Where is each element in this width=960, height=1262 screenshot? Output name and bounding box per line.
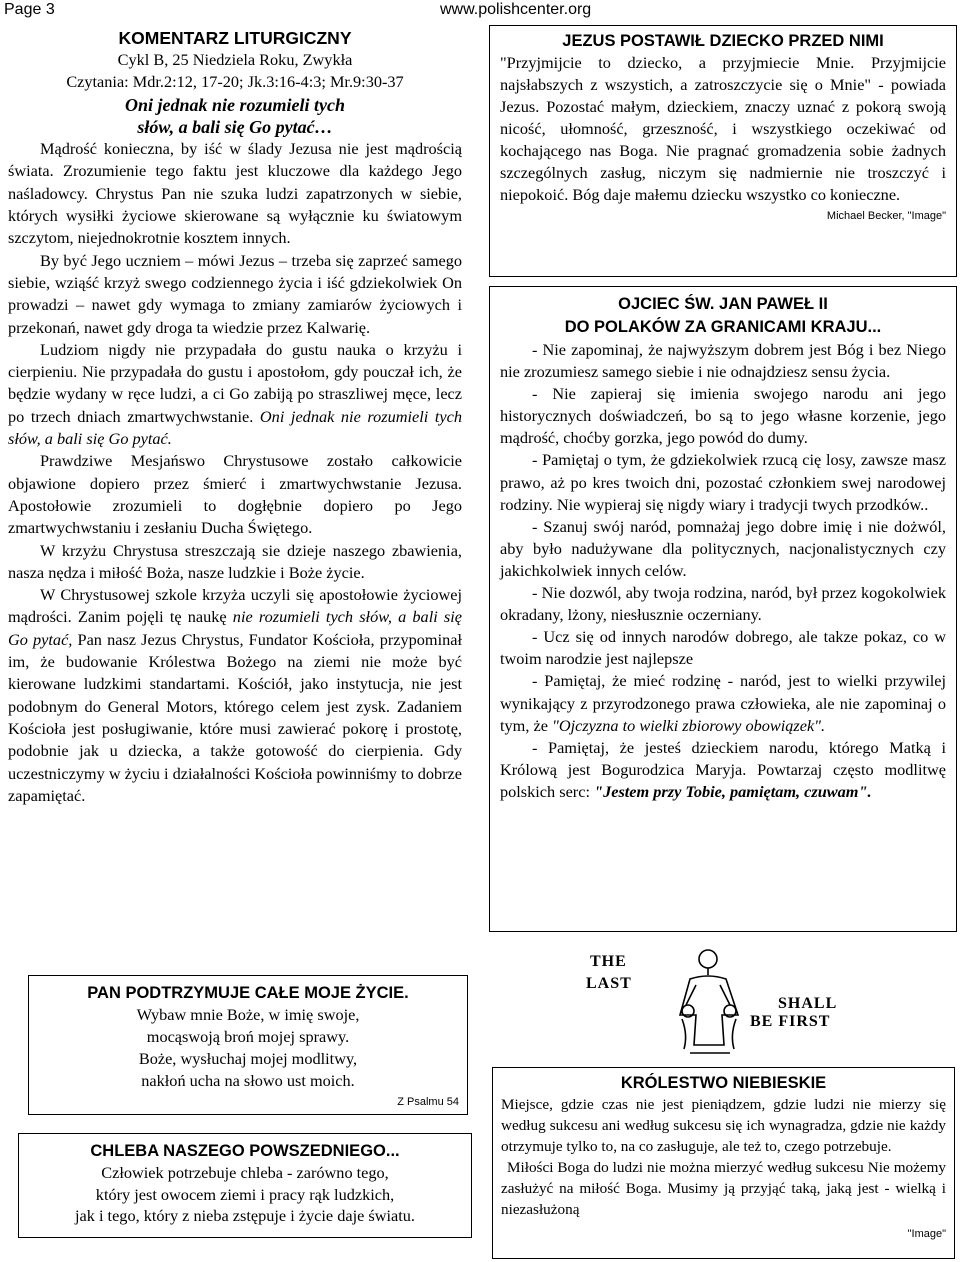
pan-verse: mocąswoją broń mojej sprawy. — [146, 1027, 350, 1046]
jezus-credit: Michael Becker, "Image" — [826, 210, 946, 222]
chleba-box — [18, 1133, 472, 1238]
komentarz-readings: Czytania: Mdr.2:12, 17-20; Jk.3:16-4:3; Mr.9:30-37 — [66, 72, 404, 92]
page-number: Page 3 — [4, 1, 55, 18]
logo-shall: SHALL — [778, 995, 838, 1012]
krolestwo-box — [492, 1067, 955, 1259]
komentarz-section — [8, 27, 462, 807]
komentarz-paragraph: Mądrość konieczna, by iść w ślady Jezusa nie jest mądrością świata. Zrozumienie tego faktu jest kluczowe dla każdego Jego naśladowcy. Chrystus Pan nie szuka ludzi zapatrzonych w siebie, których wysiłki życiowe skierowane są wyłącznie ku światowym szczytom, niejednokrotnie kosztem innych. — [8, 139, 462, 248]
komentarz-text: Pan nasz Jezus Chrystus, Fundator Kościoła, przypominał im, że budowanie Królestwa Bożego na ziemi nie może być kierowane ludzkimi standartami. Kościół, jako instytucja, nie jest podobnym do General Motors, którego celem jest zysk. Zadaniem Kościoła jest posługiwanie, które musi zawierać pokorę i prostotę, podobnie jak u dziecka, a także gotowość do cierpienia. Gdy uczestniczymy w życiu i działalności Kościoła powinniśmy to dobrze zapamiętać. — [8, 629, 462, 805]
logo-be-first: BE FIRST — [750, 1013, 831, 1030]
komentarz-text: Ludziom nigdy nie przypadała do gustu nauka o krzyżu i cierpieniu. Nie przypadała do gustu i apostołom, gdy pouczał ich, że będzie wydany w ręce ludzi, a ci Go zabiją po straszliwej męce, lecz po trzech dniach zmartwychwstanie. — [8, 339, 462, 426]
komentarz-paragraph: Prawdziwe Mesjańswo Chrystusowe zostało całkowicie objawione dopiero przez śmierć i zmartwychwstanie Jezusa. Apostołowie zrozumieli to dogłębnie dopiero po Jego zmartwychwstaniu i zesłaniu Ducha Świętego. — [8, 451, 462, 538]
jezus-box — [489, 25, 957, 277]
ojciec-item: - Nie zapominaj, że najwyższym dobrem jest Bóg i bez Niego nie zrozumiesz samego siebie i nie odnajdziesz sensu życia. — [500, 340, 946, 382]
pan-verse: nakłoń ucha na słowo ust moich. — [141, 1071, 355, 1090]
komentarz-paragraph: W krzyżu Chrystusa streszczają sie dzieje naszego zbawienia, nasza nędza i miłość Boża, nasze ludzkie i Boże życie. — [8, 540, 462, 582]
komentarz-cycle: Cykl B, 25 Niedziela Roku, Zwykła — [117, 50, 353, 69]
krolestwo-credit: "Image" — [907, 1228, 946, 1240]
komentarz-title: KOMENTARZ LITURGICZNY — [118, 28, 352, 48]
jezus-title: JEZUS POSTAWIŁ DZIECKO PRZED NIMI — [562, 32, 884, 50]
last-first-logo — [586, 945, 850, 1060]
jezus-text: "Przyjmijcie to dziecko, a przyjmiecie Mnie. Przyjmijcie najsłabszych z wszystich, a zatroszczycie się o Mnie" - powiada Jezus. Pozostać małym, dzieckiem, znaczy uznać z pokorą swoją nicość, ułomność, grzeszność, i wszystkiego oczekiwać od kochającego nas Boga. Nie pragnać gromadzenia sobie żadnych szczególnych zasług, niczym się nadmiernie nie troszczyć i niepokoić. Bóg daje małemu dziecku wszystko co konieczne. — [500, 53, 946, 204]
pan-verse: Boże, wysłuchaj mojej modlitwy, — [138, 1049, 358, 1068]
ojciec-box — [489, 286, 957, 932]
krolestwo-paragraph: Miejsce, gdzie czas nie jest pieniądzem, gdzie ludzi nie mierzy się według sukcesu ani według sukcesu się ich wynagradza, gdzie nie każdy otrzymuje tylko to, na co zasługuje, ale też to, czego potrzebuje. — [501, 1096, 946, 1155]
chleba-title: CHLEBA NASZEGO POWSZEDNIEGO... — [90, 1142, 400, 1160]
logo-the: THE — [590, 953, 627, 970]
ojciec-item: - Ucz się od innych narodów dobrego, ale takze pokaz, co w twoim narodzie jest najlepsze — [500, 627, 946, 669]
komentarz-italic-text: Oni jednak nie rozumieli tych słów, a bali się Go pytać. — [8, 406, 462, 449]
komentarz-paragraph: By być Jego uczniem – mówi Jezus – trzeba się zaprzeć samego siebie, wziąść krzyż swego codziennego życia i iść gdziekolwiek On prowadzi – nawet gdy wymaga to zmiany zamiarów życiowych i przekonań, nawet gdy droga ta wiedzie przez Kalwarię. — [8, 250, 462, 337]
ojciec-item — [500, 670, 946, 736]
ojciec-item: - Nie zapieraj się imienia swojego narodu ani jego historycznych doświadczeń, bo są to jego własne korzenie, jego mądrość, choćby gorzka, jego powód do dumy. — [500, 384, 946, 448]
ojciec-text: - Pamiętaj, że mieć rodzinę - naród, jest to wielki przywilej wynikający z przyrodzonego prawa człowieka, ale nie zapominaj o tym, że — [500, 671, 946, 735]
krolestwo-title: KRÓLESTWO NIEBIESKIE — [620, 1074, 827, 1092]
ojciec-item: - Pamiętaj o tym, że gdziekolwiek rzucą cię losy, zawsze masz prawo, aż po kres twoich dni, pozostać członkiem swej narodowej rodziny. Nie wypieraj się nigdy wiary i tradycji twych przodków.. — [500, 450, 946, 514]
ojciec-item — [500, 737, 946, 803]
ojciec-bold-italic-text: "Jestem przy Tobie, pamiętam, czuwam". — [594, 781, 872, 801]
ojciec-title: OJCIEC ŚW. JAN PAWEŁ II — [618, 295, 828, 313]
komentarz-italic-text: nie rozumieli tych słów, a bali się Go pytać, — [8, 607, 462, 649]
chleba-line: jak i tego, który z nieba zstępuje i życie daje światu. — [75, 1206, 415, 1225]
ojciec-text: - Pamiętaj, że jesteś dzieckiem narodu, którego Matką i Królową jest Bogurodzica Maryja. Powtarzaj często modlitwę polskich serc: — [500, 737, 946, 801]
page-header — [0, 0, 960, 24]
pan-verse: Wybaw mnie Boże, w imię swoje, — [136, 1005, 360, 1024]
krolestwo-paragraph: Miłości Boga do ludzi nie można mierzyć według sukcesu Nie możemy zasłużyć na miłość Boga. Musimy ją przyjąć taką, jaką jest - wielką i niezasłużoną — [501, 1159, 946, 1218]
ojciec-italic-text: "Ojczyzna to wielki zbiorowy obowiązek". — [552, 715, 826, 735]
site-url: www.polishcenter.org — [440, 1, 592, 18]
komentarz-paragraph — [8, 339, 462, 450]
logo-last: LAST — [586, 975, 632, 992]
komentarz-paragraph — [8, 584, 462, 807]
pan-title: PAN PODTRZYMUJE CAŁE MOJE ŻYCIE. — [87, 984, 409, 1002]
komentarz-quote-line2: słów, a bali się Go pytać… — [137, 116, 333, 137]
pan-source: Z Psalmu 54 — [397, 1096, 459, 1108]
ojciec-item: - Szanuj swój naród, pomnażaj jego dobre imię i nie dożwól, aby było nadużywane dla politycznych, nacjonalistycznych czy jakichkolwiek innych celów. — [500, 516, 946, 580]
chleba-line: Człowiek potrzebuje chleba - zarówno tego, — [101, 1163, 389, 1182]
ojciec-item: - Nie dozwól, aby twoja rodzina, naród, był przez kogokolwiek okradany, lżony, niesłusznie oczerniany. — [500, 583, 946, 625]
komentarz-quote-line1: Oni jednak nie rozumieli tych — [124, 94, 346, 115]
pan-box — [28, 975, 468, 1115]
komentarz-text: W Chrystusowej szkole krzyża uczyli się apostołowie życiowej mądrości. Zanim pojęli tę naukę — [8, 585, 462, 627]
ojciec-subtitle: DO POLAKÓW ZA GRANICAMI KRAJU... — [564, 318, 882, 336]
chleba-line: który jest owocem ziemi i pracy rąk ludzkich, — [95, 1184, 395, 1204]
